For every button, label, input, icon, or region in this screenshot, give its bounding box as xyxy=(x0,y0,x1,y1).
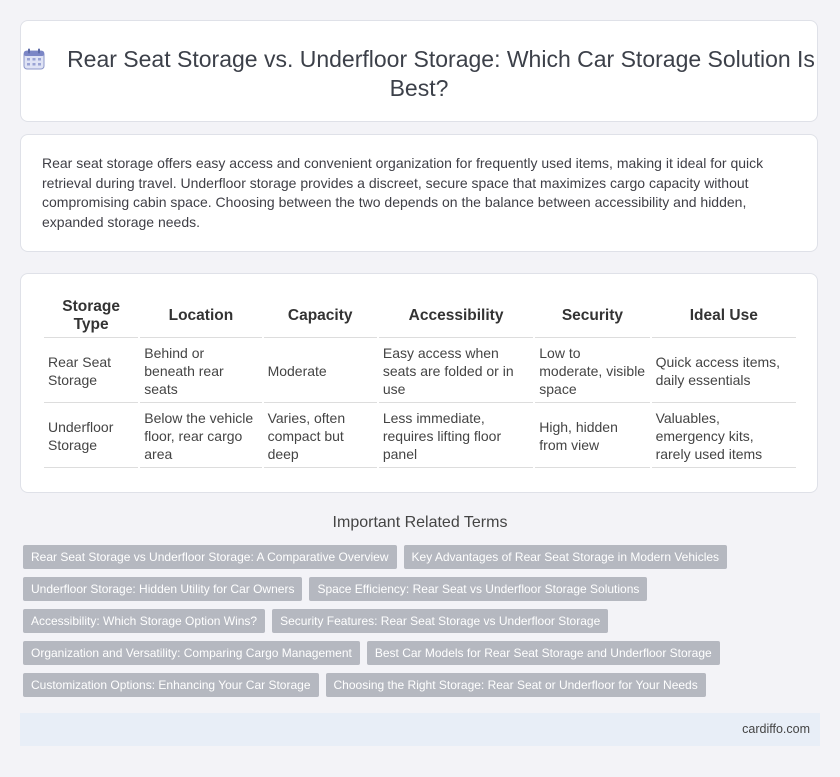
related-term-link[interactable]: Security Features: Rear Seat Storage vs Underfloor Storage xyxy=(272,609,608,633)
related-term-link[interactable]: Organization and Versatility: Comparing Cargo Management xyxy=(23,641,360,665)
related-term-link[interactable]: Rear Seat Storage vs Underfloor Storage: A Comparative Overview xyxy=(23,545,397,569)
table-cell: High, hidden from view xyxy=(535,405,649,468)
page-title xyxy=(21,45,817,103)
table-cell: Behind or beneath rear seats xyxy=(140,340,261,403)
intro-card xyxy=(20,134,818,252)
table-row xyxy=(44,405,796,468)
header-accessibility: Accessibility xyxy=(379,295,533,338)
table-cell: Varies, often compact but deep xyxy=(264,405,377,468)
header-security: Security xyxy=(535,295,649,338)
table-row xyxy=(44,340,796,403)
table-cell: Quick access items, daily essentials xyxy=(652,340,796,403)
related-terms-heading: Important Related Terms xyxy=(332,514,508,531)
table-cell: Easy access when seats are folded or in use xyxy=(379,340,533,403)
related-term-link[interactable]: Best Car Models for Rear Seat Storage and Underfloor Storage xyxy=(367,641,720,665)
table-cell: Rear Seat Storage xyxy=(44,340,138,403)
table-header-row xyxy=(44,295,796,338)
table-cell: Valuables, emergency kits, rarely used items xyxy=(652,405,796,468)
table-cell: Below the vehicle floor, rear cargo area xyxy=(140,405,261,468)
calendar-icon xyxy=(23,48,45,70)
page-title-text: Rear Seat Storage vs. Underfloor Storage: Which Car Storage Solution Is Best? xyxy=(67,46,815,101)
footer xyxy=(20,713,820,746)
related-term-link[interactable]: Accessibility: Which Storage Option Wins? xyxy=(23,609,265,633)
title-card xyxy=(20,20,818,122)
footer-site[interactable]: cardiffo.com xyxy=(742,722,810,736)
comparison-table-card xyxy=(20,273,818,493)
intro-text: Rear seat storage offers easy access and convenient organization for frequently used items, making it ideal for quick retrieval during travel. Underfloor storage provides a discreet, secure space that maximizes cargo capacity without compromising cabin space. Choosing between the two depends on the balance between accessibility and hidden, expanded storage needs. xyxy=(42,155,764,230)
header-location: Location xyxy=(140,295,261,338)
table-cell: Moderate xyxy=(264,340,377,403)
table-cell: Underfloor Storage xyxy=(44,405,138,468)
table-cell: Low to moderate, visible space xyxy=(535,340,649,403)
related-term-link[interactable]: Space Efficiency: Rear Seat vs Underfloor Storage Solutions xyxy=(309,577,647,601)
comparison-table xyxy=(42,293,798,470)
header-storage-type: Storage Type xyxy=(44,295,138,338)
table-cell: Less immediate, requires lifting floor panel xyxy=(379,405,533,468)
related-term-link[interactable]: Customization Options: Enhancing Your Car Storage xyxy=(23,673,319,697)
header-ideal-use: Ideal Use xyxy=(652,295,796,338)
related-terms-list xyxy=(23,545,823,705)
related-term-link[interactable]: Underfloor Storage: Hidden Utility for Car Owners xyxy=(23,577,302,601)
related-term-link[interactable]: Choosing the Right Storage: Rear Seat or Underfloor for Your Needs xyxy=(326,673,706,697)
header-capacity: Capacity xyxy=(264,295,377,338)
related-term-link[interactable]: Key Advantages of Rear Seat Storage in Modern Vehicles xyxy=(404,545,728,569)
